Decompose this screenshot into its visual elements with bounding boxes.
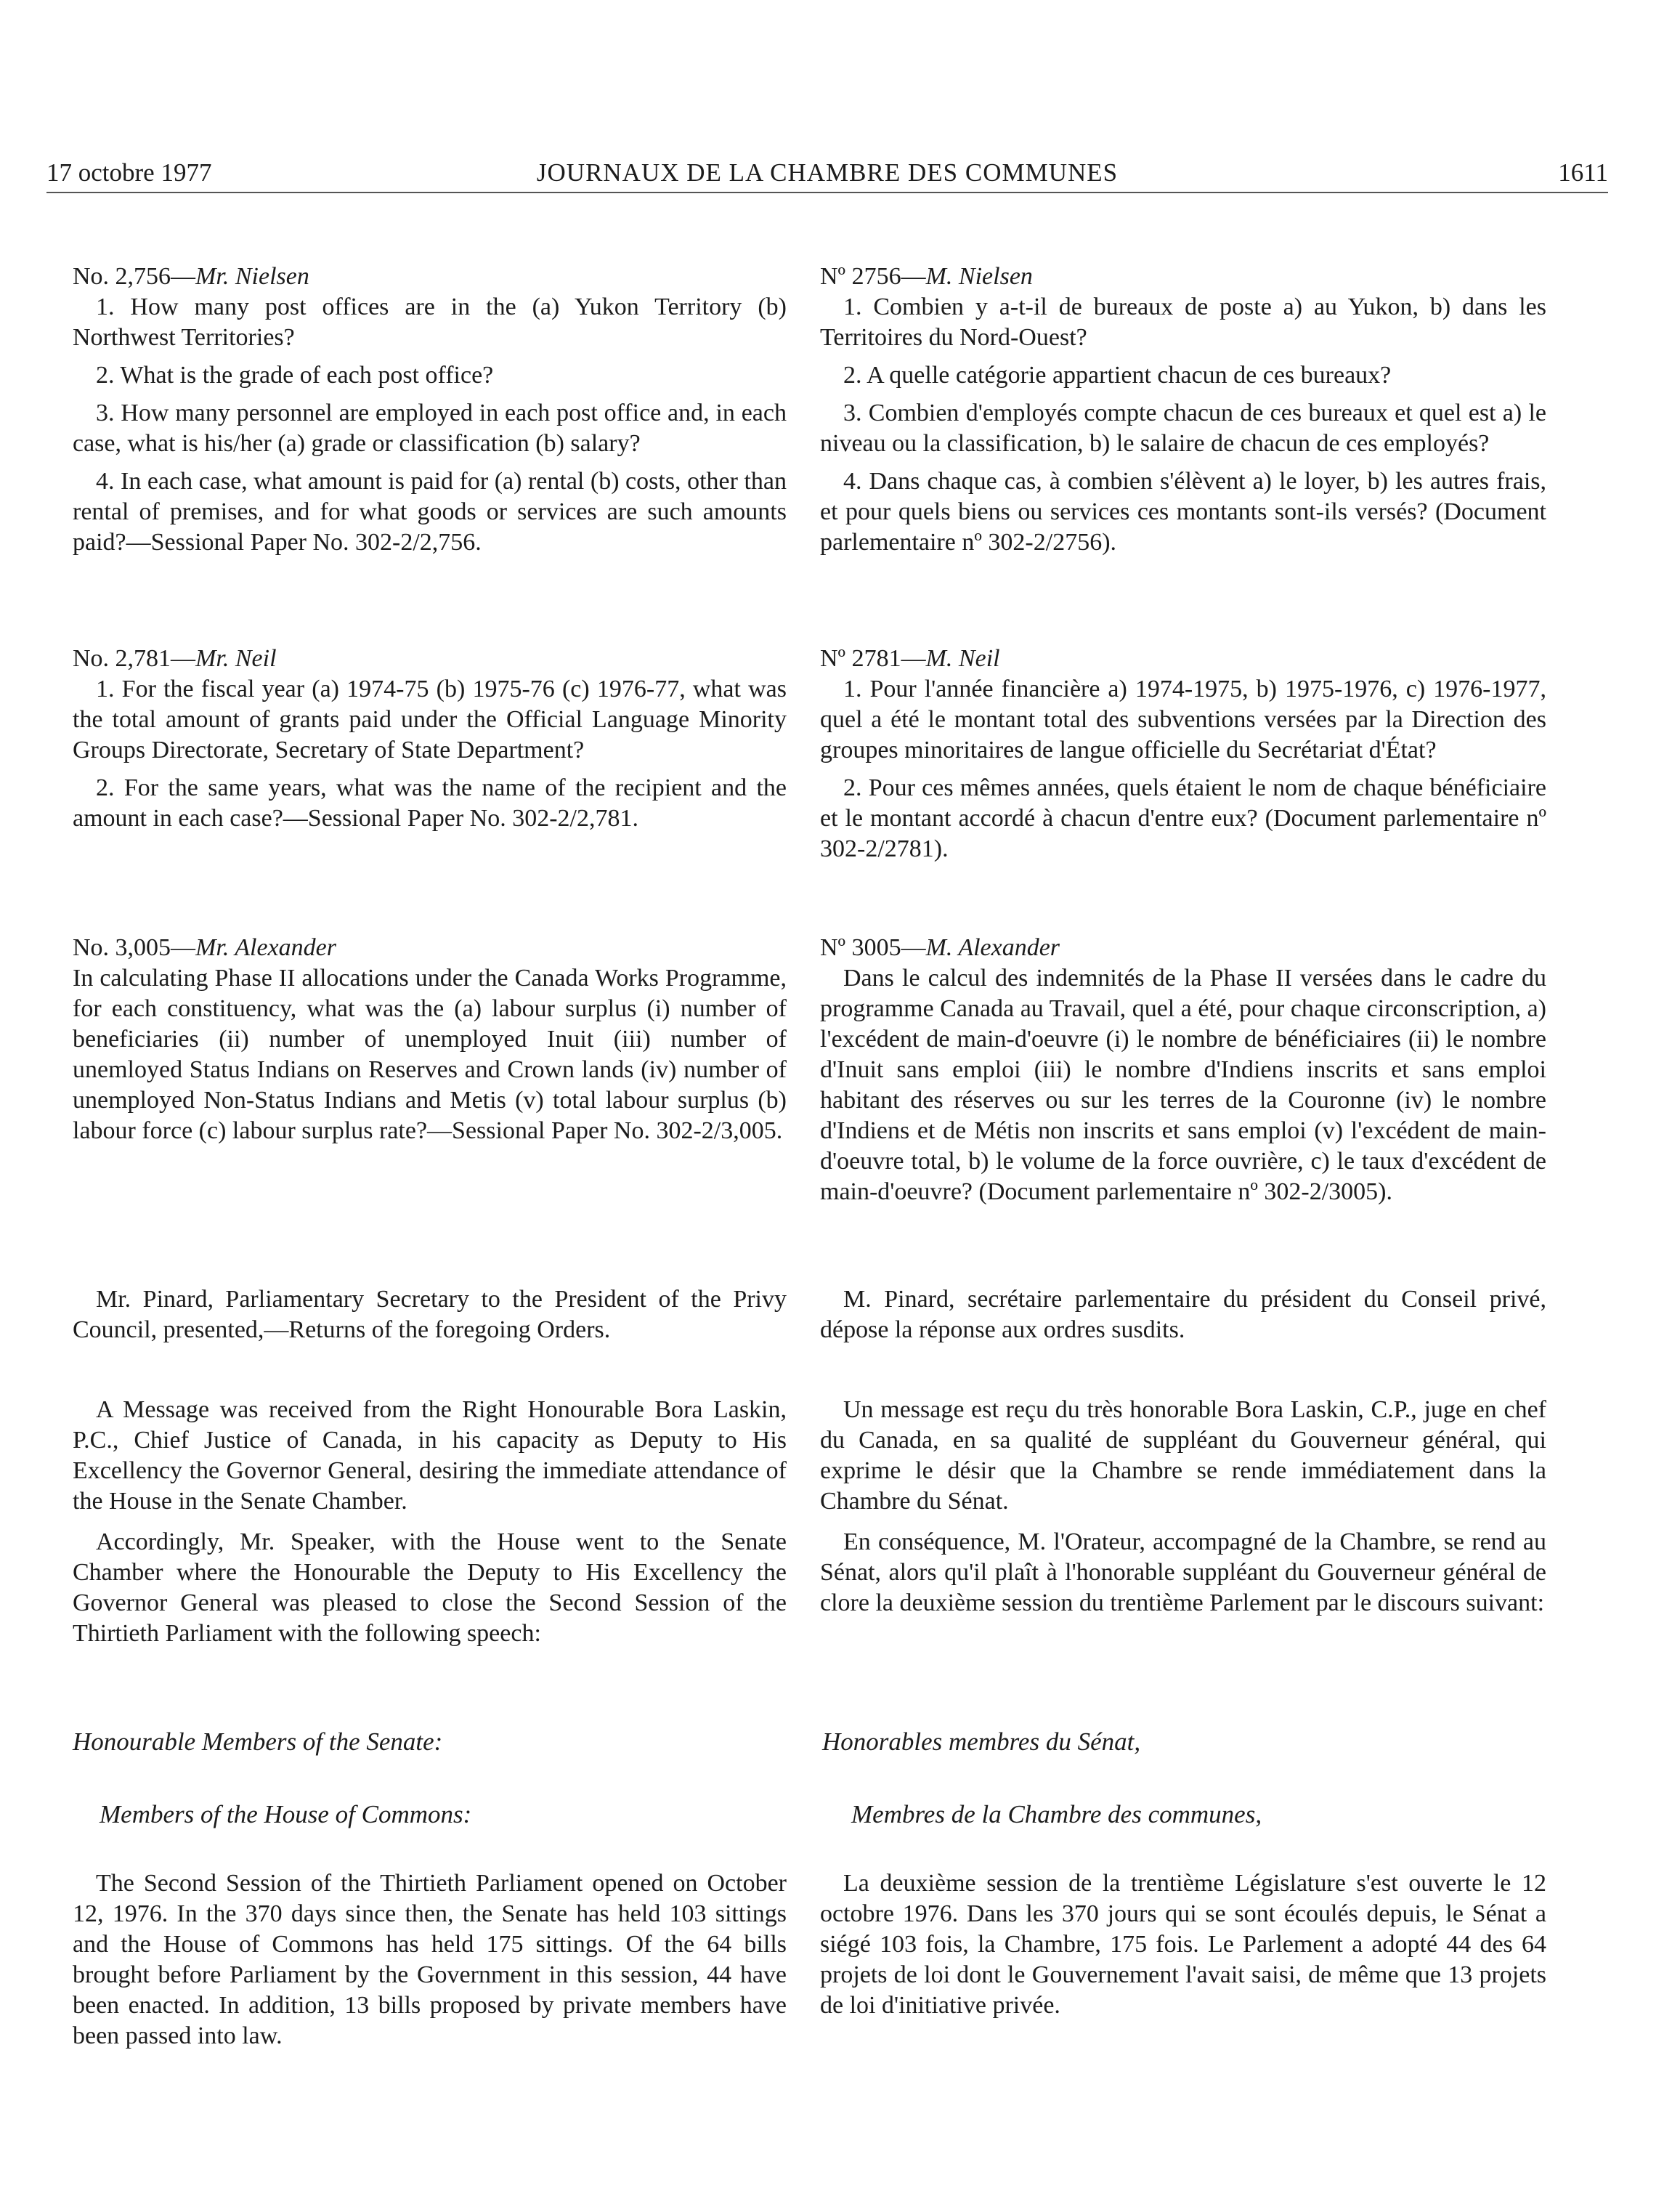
en-message (73, 1395, 787, 1649)
question-item: 2. Pour ces mêmes années, quels étaient le nom de chaque bénéficiaire et le montant accordé à chacun d'entre eux? (Document parlementaire nº 302-2/2781). (820, 774, 1546, 862)
fr-message (820, 1395, 1546, 1619)
question-item: 2. For the same years, what was the name of the recipient and the amount in each case?—Sessional Paper No. 302-2/2,781. (73, 774, 787, 832)
message-paragraph: Un message est reçu du très honorable Bora Laskin, C.P., juge en chef du Canada, en sa qualité de suppléant du Gouverneur général, qui exprime le désir que la Chambre se rende immédiatement dans la Chambre du Sénat. (820, 1396, 1546, 1515)
pinard-paragraph: Mr. Pinard, Parliamentary Secretary to the President of the Privy Council, presented,—Returns of the foregoing Orders. (73, 1286, 787, 1343)
accordingly-paragraph: Accordingly, Mr. Speaker, with the House went to the Senate Chamber where the Honourable the Deputy to His Excellency the Governor General was pleased to close the Second Session of the Thirtieth Parliament with the following speech: (73, 1528, 787, 1647)
question-text: In calculating Phase II allocations under the Canada Works Programme, for each constituency, what was the (a) labour surplus (i) number of beneficiaries (ii) number of unemployed Inuit (iii) number of unemloyed Status Indians on Reserves and Crown lands (iv) number of unemployed Non-Status Indians and Metis (v) total labour surplus (b) labour force (c) labour surplus rate?—Sessional Paper No. 302-2/3,005. (73, 965, 787, 1144)
question-item: 4. In each case, what amount is paid for (a) rental (b) costs, other than rental of premises, and for what goods or services are such amounts paid?—Sessional Paper No. 302-2/2,756. (73, 468, 787, 556)
fr-commons-salutation: Membres de la Chambre des communes, (851, 1800, 1262, 1828)
en-commons-salutation: Members of the House of Commons: (100, 1800, 472, 1828)
header-date: 17 octobre 1977 (46, 158, 212, 187)
question-item: 4. Dans chaque cas, à combien s'élèvent a) le loyer, b) les autres frais, et pour quels biens ou services ces montants sont-ils versés? (Document parlementaire nº 302-2/2756). (820, 468, 1546, 556)
question-item: 1. For the fiscal year (a) 1974-75 (b) 1975-76 (c) 1976-77, what was the total amount of grants paid under the Official Language Minority Groups Directorate, Secretary of State Department? (73, 676, 787, 763)
speech-paragraph: La deuxième session de la trentième Législature s'est ouverte le 12 octobre 1976. Dans les 370 jours qui se sont écoulés depuis, le Sénat a siégé 103 fois, la Chambre, 175 fois. Le Parlement a adopté 44 des 64 projets de loi dont le Gouvernement l'avait saisi, de même que 13 projets de loi d'initiative privée. (820, 1870, 1546, 2019)
en-senate-salutation: Honourable Members of the Senate: (73, 1727, 443, 1756)
fr-pinard (820, 1284, 1546, 1345)
en-question-2756 (73, 262, 787, 558)
question-item: 2. What is the grade of each post office? (96, 362, 494, 389)
fr-question-3005 (820, 933, 1546, 1207)
question-heading: Nº 2781—M. Neil (820, 645, 1000, 672)
question-heading: No. 2,781—Mr. Neil (73, 645, 277, 672)
fr-question-2781 (820, 644, 1546, 864)
en-speech (73, 1868, 787, 2051)
question-item: 1. How many post offices are in the (a) Yukon Territory (b) Northwest Territories? (73, 293, 787, 351)
question-heading: Nº 3005—M. Alexander (820, 934, 1060, 961)
en-question-2781 (73, 644, 787, 834)
question-heading: No. 3,005—Mr. Alexander (73, 934, 336, 961)
fr-senate-salutation: Honorables membres du Sénat, (822, 1727, 1141, 1756)
question-item: 1. Pour l'année financière a) 1974-1975, b) 1975-1976, c) 1976-1977, quel a été le montant total des subventions versées par la Direction des groupes minoritaires de langue officielle du Secrétariat d'État? (820, 676, 1546, 763)
question-heading: Nº 2756—M. Nielsen (820, 263, 1033, 290)
question-text: Dans le calcul des indemnités de la Phase II versées dans le cadre du programme Canada au Travail, quel a été, pour chaque circonscription, a) l'excédent de main-d'oeuvre (i) le nombre de bénéficiaires (ii) le nombre d'Inuit sans emploi (iii) le nombre d'Indiens inscrits et sans emploi habitant des réserves ou sur les terres de la Couronne (iv) le nombre d'Indiens et de Métis non inscrits et sans emploi (v) l'excédent de main-d'oeuvre total, b) le volume de la force ouvrière, c) le taux d'excédent de main-d'oeuvre? (Document parlementaire nº 302-2/3005). (820, 965, 1546, 1205)
speech-paragraph: The Second Session of the Thirtieth Parliament opened on October 12, 1976. In the 370 days since then, the Senate has held 103 sittings and the House of Commons has held 175 sittings. Of the 64 bills brought before Parliament by the Government in this session, 44 have been enacted. In addition, 13 bills proposed by private members have been passed into law. (73, 1870, 787, 2049)
question-heading: No. 2,756—Mr. Nielsen (73, 263, 309, 290)
fr-question-2756 (820, 262, 1546, 558)
accordingly-paragraph: En conséquence, M. l'Orateur, accompagné de la Chambre, se rend au Sénat, alors qu'il plaît à l'honorable suppléant du Gouverneur général de clore la deuxième session du trentième Parlement par le discours suivant: (820, 1528, 1546, 1616)
en-pinard (73, 1284, 787, 1345)
question-item: 2. A quelle catégorie appartient chacun de ces bureaux? (843, 362, 1392, 389)
question-item: 3. Combien d'employés compte chacun de ces bureaux et quel est a) le niveau ou la classification, b) le salaire de chacun de ces employés? (820, 400, 1546, 457)
message-paragraph: A Message was received from the Right Honourable Bora Laskin, P.C., Chief Justice of Canada, in his capacity as Deputy to His Excellency the Governor General, desiring the immediate attendance of the House in the Senate Chamber. (73, 1396, 787, 1515)
question-item: 3. How many personnel are employed in each post office and, in each case, what is his/her (a) grade or classification (b) salary? (73, 400, 787, 457)
en-question-3005 (73, 933, 787, 1146)
fr-speech (820, 1868, 1546, 2021)
header-title: JOURNAUX DE LA CHAMBRE DES COMMUNES (536, 158, 1119, 187)
question-item: 1. Combien y a-t-il de bureaux de poste a) au Yukon, b) dans les Territoires du Nord-Ouest? (820, 293, 1546, 351)
pinard-paragraph: M. Pinard, secrétaire parlementaire du président du Conseil privé, dépose la réponse aux ordres susdits. (820, 1286, 1546, 1343)
page-number: 1611 (1558, 158, 1608, 187)
page-header (46, 154, 1608, 193)
